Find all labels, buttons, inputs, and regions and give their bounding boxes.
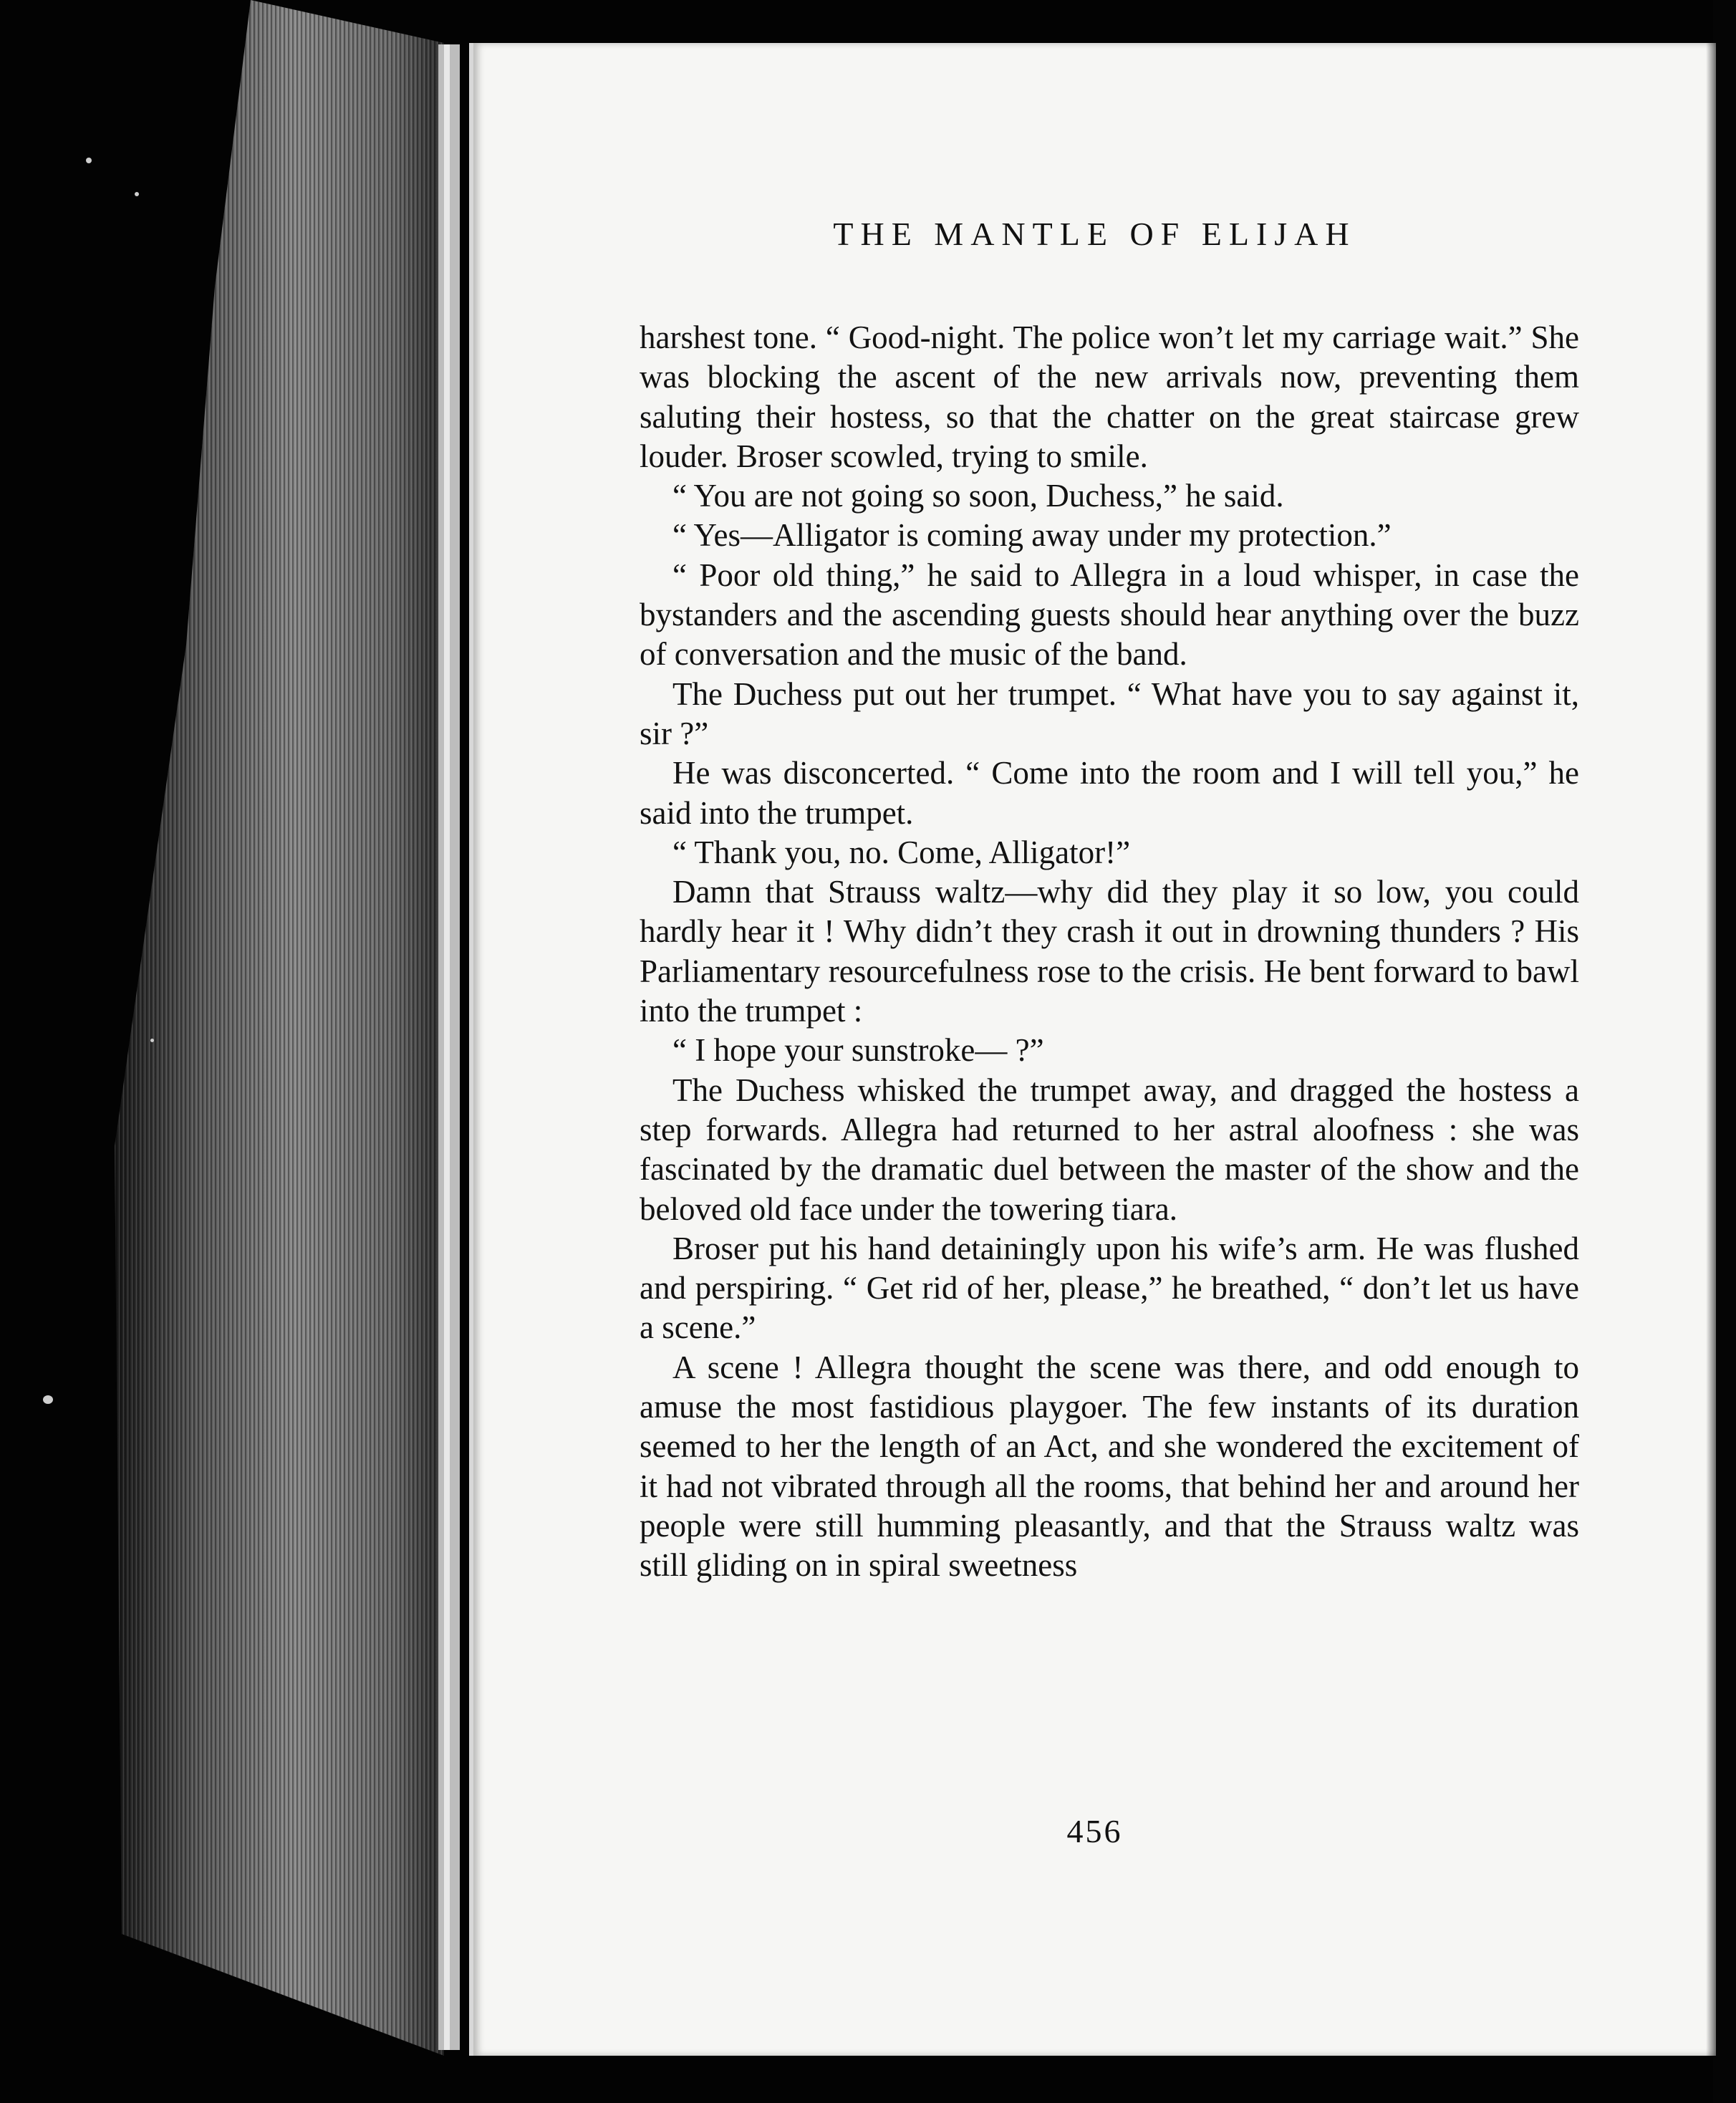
paragraph: “ I hope your sunstroke— ?” bbox=[672, 1032, 1044, 1069]
paragraph: harshest tone. “ Good-night. The police won’t let my carriage wait.” She was blocking the ascent of the new arrivals now, preventing them saluting their hostess, so that the chatter on the great staircase grew louder. Broser scowled, trying to smile. bbox=[640, 319, 1579, 474]
paragraph: Damn that Strauss waltz—why did they play it so low, you could hardly hear it ! Why didn’t they crash it out in drowning thunders ? His Parliamentary resourcefulness rose to the crisis. He bent forward to bawl into the trumpet : bbox=[640, 874, 1579, 1029]
body-text bbox=[640, 318, 1579, 1586]
paragraph: A scene ! Allegra thought the scene was there, and odd enough to amuse the most fastidious playgoer. The few instants of its duration seemed to her the length of an Act, and she wondered the excitement of it had not vibrated through all the rooms, that behind her and around her people were still humming pleasantly, and that the Strauss waltz was still gliding on in spiral sweetness bbox=[640, 1349, 1579, 1584]
paragraph: “ You are not going so soon, Duchess,” he said. bbox=[672, 478, 1284, 514]
speck bbox=[135, 192, 139, 196]
book-page bbox=[469, 43, 1716, 2056]
speck bbox=[43, 1395, 53, 1404]
paragraph: The Duchess put out her trumpet. “ What have you to say against it, sir ?” bbox=[640, 675, 1579, 751]
paragraph: Broser put his hand detainingly upon his wife’s arm. He was flushed and perspiring. “ Get rid of her, please,” he breathed, “ don’t let us have a scene.” bbox=[640, 1230, 1579, 1346]
paragraph: He was disconcerted. “ Come into the room and I will tell you,” he said into the trumpet. bbox=[640, 755, 1579, 831]
paragraph: “ Thank you, no. Come, Alligator!” bbox=[672, 834, 1131, 870]
speck bbox=[150, 1039, 154, 1042]
page-shadow bbox=[1706, 43, 1716, 2056]
running-head: THE MANTLE OF ELIJAH bbox=[833, 216, 1356, 252]
paragraph: “ Yes—Alligator is coming away under my protection.” bbox=[672, 517, 1392, 554]
paragraph: The Duchess whisked the trumpet away, and dragged the hostess a step forwards. Allegra had returned to her astral aloofness : she was fascinated by the dramatic duel between the master of the show and the beloved old face under the towering tiara. bbox=[640, 1072, 1579, 1227]
speck bbox=[86, 158, 92, 163]
paragraph: “ Poor old thing,” he said to Allegra in a loud whisper, in case the bystanders and the ascending guests should hear anything over the buzz of conversation and the music of the band. bbox=[640, 557, 1579, 673]
page-number: 456 bbox=[1066, 1813, 1123, 1849]
